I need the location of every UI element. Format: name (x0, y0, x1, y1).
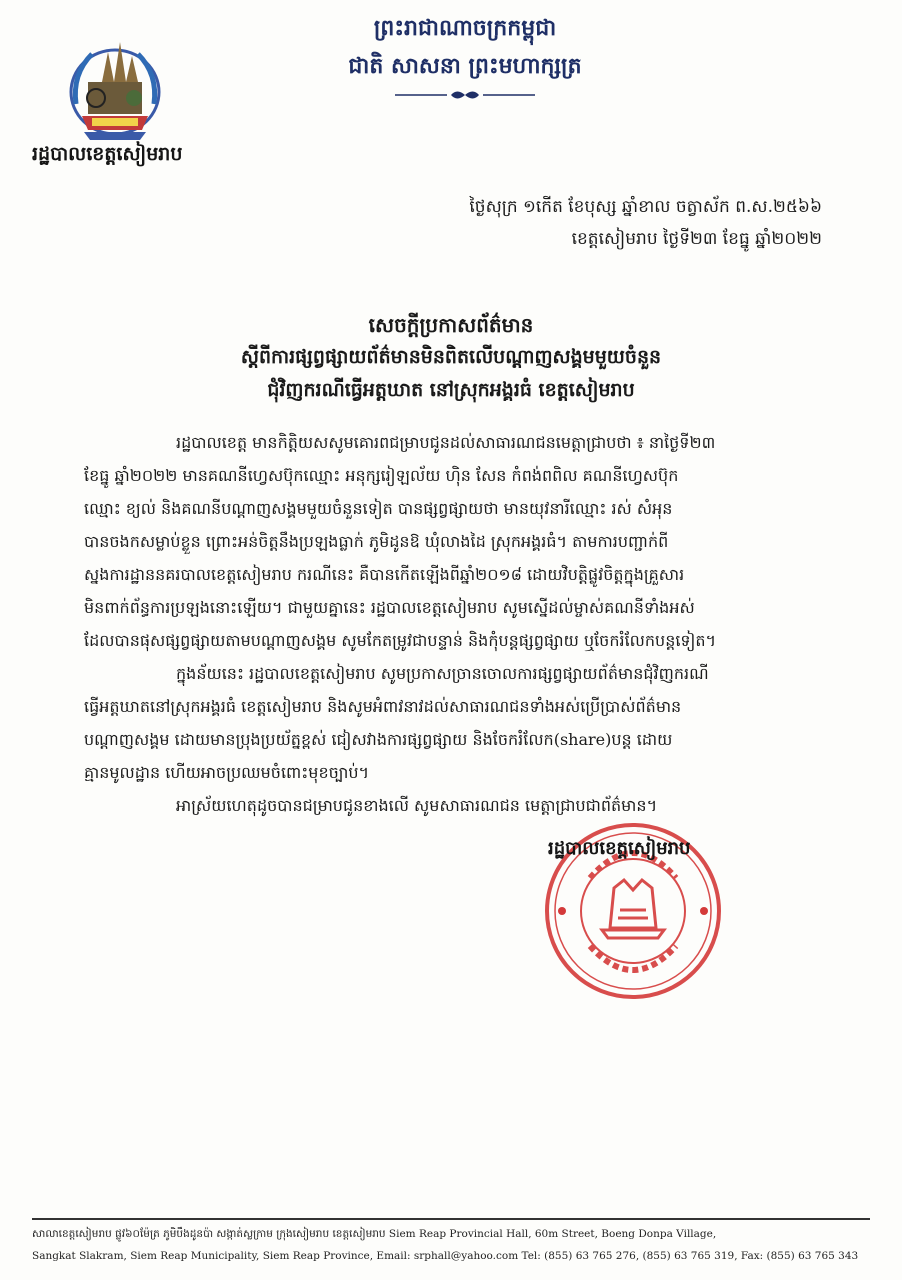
body-text-line: រដ្ឋបាលខេត្ត មានកិត្តិយសសូមគោរពជម្រាបជូនដល់សាធារណជនមេត្តាជ្រាបថា ៖ នាថ្ងៃទី២៣ (176, 433, 716, 452)
kingdom-heading: ព្រះរាជាណាចក្រកម្ពុជា (373, 15, 557, 41)
body-text-line: ស្នងការដ្ឋាននគរបាលខេត្តសៀមរាប ករណីនេះ គឺបានកើតឡើងពីឆ្នាំ២០១៨ ដោយវិបត្តិផ្លូវចិត្តក្នុងគ្រួសារ (84, 565, 685, 584)
issuing-authority-name: រដ្ឋបាលខេត្តសៀមរាប (32, 143, 183, 165)
solar-date: ខេត្តសៀមរាប ថ្ងៃទី២៣ ខែធ្នូ ឆ្នាំ២០២២ (571, 229, 822, 249)
body-text-line: ក្នុងន័យនេះ រដ្ឋបាលខេត្តសៀមរាប សូមប្រកាសច្រានចោលការផ្សព្វផ្សាយព័ត៌មានជុំវិញករណី (176, 664, 709, 683)
provincial-emblem-icon (62, 34, 168, 146)
body-text-line: បណ្តាញសង្គម ដោយមានប្រុងប្រយ័ត្នខ្ពស់ ជៀសវាងការផ្សព្វផ្សាយ និងចែករំលែក(share)បន្ត ដោយ (84, 730, 673, 749)
body-text-line: ខែធ្នូ ឆ្នាំ២០២២ មានគណនីហ្វេសប៊ុកឈ្មោះ អនុក្សរៀឡល័យ ហ៊ិន សែន កំពង់ពពិល គណនីហ្វេសប៊ុក (84, 466, 679, 485)
lunar-date: ថ្ងៃសុក្រ ១កើត ខែបុស្ស ឆ្នាំខាល ចត្វាស័ក ព.ស.២៥៦៦ (469, 197, 822, 217)
document-subject-line-2: ជុំវិញករណីធ្វើអត្តឃាត នៅស្រុកអង្គរធំ ខេត្តសៀមរាប (267, 379, 635, 401)
footer-address-line-2: Sangkat Slakram, Siem Reap Municipality, Siem Reap Province, Email: srphall@yahoo.com Tel: (855) 63 765 276, (855) 63 765 319, Fax: (855) 63 765 343 (32, 1250, 859, 1262)
body-text-line: ដែលបានផុសផ្សព្វផ្សាយតាមបណ្តាញសង្គម សូមកែតម្រូវជាបន្ទាន់ និងកុំបន្តផ្សព្វផ្សាយ ឬចែករំលែកបន្តទៀត។ (84, 631, 717, 650)
body-text-line: ធ្វើអត្តឃាតនៅស្រុកអង្គរធំ ខេត្តសៀមរាប និងសូមអំពាវនាវដល់សាធារណជនទាំងអស់ប្រើប្រាស់ព័ត៌មាន (84, 697, 682, 716)
document-subject-line-1: ស្តីពីការផ្សព្វផ្សាយព័ត៌មានមិនពិតលើបណ្តាញសង្គមមួយចំនួន (240, 346, 662, 368)
closing-text-line: អាស្រ័យហេតុដូចបានជម្រាបជូនខាងលើ សូមសាធារណជន មេត្តាជ្រាបជាព័ត៌មាន។ (176, 796, 658, 815)
motto-heading: ជាតិ សាសនា ព្រះមហាក្សត្រ (348, 53, 582, 79)
footer-address-line-1: សាលាខេត្តសៀមរាប ផ្លូវ៦០ម៉ែត្រ ភូមិបឹងដូនប៉ា សង្កាត់ស្លក្រាម ក្រុងសៀមរាប ខេត្តសៀមរាប Siem Reap Provincial Hall, 60m Street, Boeng Donpa Village, (32, 1228, 717, 1240)
signatory-authority: រដ្ឋបាលខេត្តសៀមរាប (548, 838, 691, 859)
ornament-divider-icon (395, 88, 535, 102)
body-text-line: មិនពាក់ព័ន្ធការប្រឡងនោះឡើយ។ ជាមួយគ្នានេះ រដ្ឋបាលខេត្តសៀមរាប សូមស្នើដល់ម្ចាស់គណនីទាំងអស់ (84, 598, 695, 617)
document-title: សេចក្តីប្រកាសព័ត៌មាន (368, 313, 534, 337)
body-text-line: ឈ្មោះ ខ្យល់ និងគណនីបណ្តាញសង្គមមួយចំនួនទៀត បានផ្សព្វផ្សាយថា មានយុវនារីឈ្មោះ រស់ សំអុន (84, 499, 673, 518)
footer-divider (32, 1218, 870, 1220)
body-text-line: បានចងកសម្លាប់ខ្លួន ព្រោះអន់ចិត្តនឹងប្រឡងធ្លាក់ ភូមិដូនឱ ឃុំលាងដៃ ស្រុកអង្គរធំ។ តាមការបញ្ជាក់ពី (84, 532, 669, 551)
body-text-line: គ្មានមូលដ្ឋាន ហើយអាចប្រឈមចំពោះមុខច្បាប់។ (84, 763, 370, 782)
